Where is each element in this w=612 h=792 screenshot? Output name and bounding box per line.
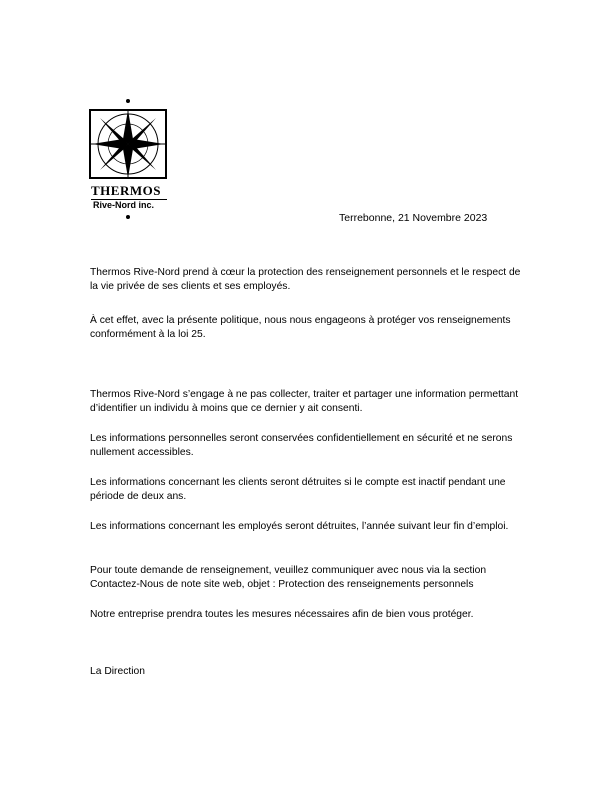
paragraph-6: Les informations concernant les employés seront détruites, l’année suivant leur fin d’emploi. [90,521,509,532]
paragraph-1: Thermos Rive-Nord prend à cœur la protection des renseignement personnels et le respect de la vie privée de ses clients et ses employés. [90,267,521,292]
paragraph-2: À cet effet, avec la présente politique, nous nous engageons à protéger vos renseignements conformément à la loi 25. [90,315,511,340]
paragraph-7: Pour toute demande de renseignement, veuillez communiquer avec nous via la section Contactez-Nous de note site web, objet : Protection des renseignements personnels [90,565,487,590]
paragraph-4: Les informations personnelles seront conservées confidentiellement en sécurité et ne serons nullement accessibles. [90,433,513,458]
place-date: Terrebonne, 21 Novembre 2023 [339,212,488,224]
paragraph-5: Les informations concernant les clients seront détruites si le compte est inactif pendant une période de deux ans. [90,477,506,502]
paragraph-3: Thermos Rive-Nord s’engage à ne pas collecter, traiter et partager une information permettant d’identifier un individu à moins que ce dernier y ait consenti. [90,389,519,414]
top-dot [126,99,130,103]
company-subtitle: Rive-Nord inc. [93,200,155,210]
company-name: THERMOS [91,183,161,198]
compass-rose-icon [88,108,168,180]
bottom-dot [126,215,130,219]
paragraph-8: Notre entreprise prendra toutes les mesures nécessaires afin de bien vous protéger. [90,609,474,620]
signature: La Direction [90,666,145,677]
company-logo [88,108,168,180]
